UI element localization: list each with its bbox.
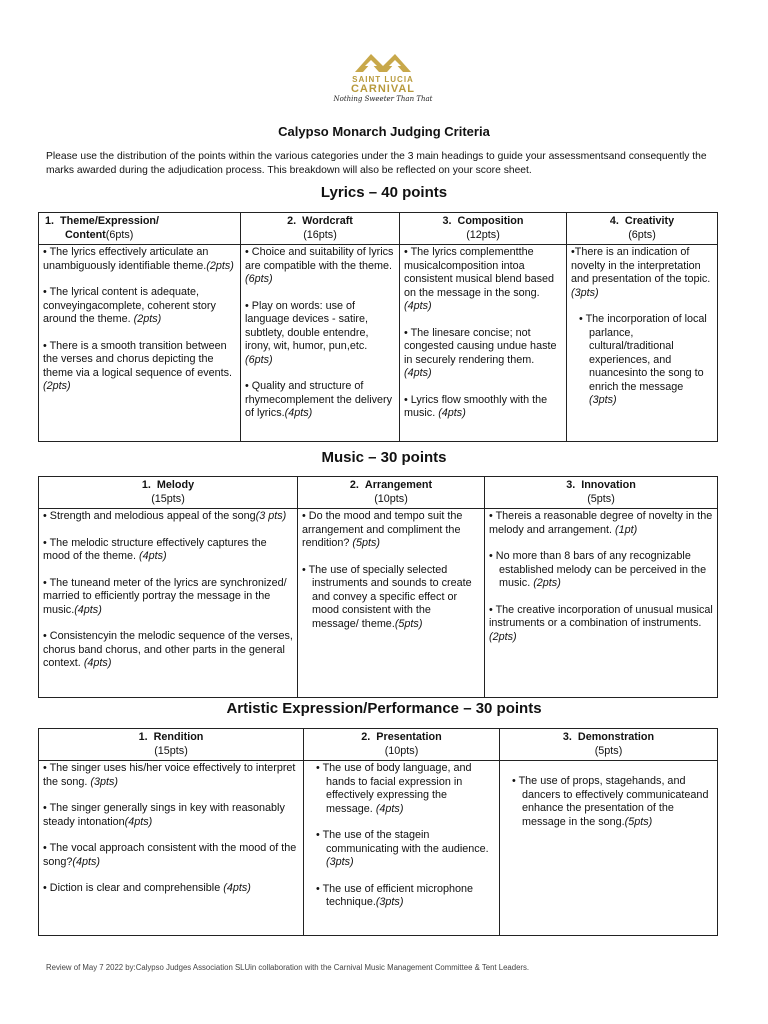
criterion: • The incorporation of local parlance, cultural/traditional experiences, and nuancesinto the song to enrich the message (3pts) [579,313,707,406]
artistic-col-header [39,729,304,761]
lyrics-col-header [567,213,718,245]
col-num: 3. [562,731,572,743]
criterion: • Choice and suitability of lyrics are compatible with the theme. (6pts) [245,246,394,285]
criterion: • The use of specially selected instruments and sounds to create and convey a specific effect or mood consistent with the message/ theme.(5pts) [302,563,472,630]
col-num: 2. [349,479,359,491]
col-name: Wordcraft [302,215,353,227]
col-num: 1. [45,215,55,227]
criterion: • The lyrical content is adequate, conveyingacomplete, coherent story around the theme. (2pts) [43,286,216,325]
lyrics-col-header [241,213,400,245]
criteria-cell [500,761,718,936]
col-points: (15pts) [151,492,185,505]
col-name: Composition [457,215,524,227]
lyrics-header-row [39,213,718,245]
col-name: Innovation [581,479,636,491]
criterion: • No more than 8 bars of any recognizable established melody can be perceived in the music. (2pts) [489,550,707,589]
criterion: • The use of body language, and hands to facial expression in effectively expressing the message. (4pts) [316,762,472,815]
artistic-col-header [304,729,500,761]
lyrics-section-title: Lyrics – 40 points [320,184,448,201]
criteria-cell [39,509,298,698]
col-name: Presentation [376,731,442,743]
col-name: Demonstration [577,731,655,743]
criterion: • There is a smooth transition between the verses and chorus depicting the theme via a logical sequence of events.(2pts) [43,339,233,392]
col-name: Theme/Expression/ [60,215,160,227]
criterion: • The lyrics complementthe musicalcomposition intoa consistent musical blend based on the message in the song. (4pts) [404,246,555,312]
lyrics-criteria-row [39,245,718,442]
criteria-cell [304,761,500,936]
music-table [38,476,718,698]
col-points: (12pts) [466,228,500,241]
document-title: Calypso Monarch Judging Criteria [278,124,490,139]
criterion: • The lyrics effectively articulate an unambiguously identifiable theme.(2pts) [43,246,234,272]
criteria-cell [39,245,241,442]
criterion: • The melodic structure effectively captures the mood of the theme. (4pts) [43,536,267,562]
col-name: Arrangement [364,479,433,491]
criterion: • Thereis a reasonable degree of novelty in the melody and arrangement. (1pt) [489,510,713,536]
music-col-header [485,477,718,509]
logo-tagline: Nothing Sweeter Than That [333,95,433,103]
criterion: • The singer generally sings in key with reasonably steady intonation(4pts) [43,802,285,828]
criterion: • Quality and structure of rhymecomplement the delivery of lyrics.(4pts) [245,380,393,419]
col-name-2: Content [65,228,106,241]
criterion: • Strength and melodious appeal of the song(3 pts) [43,510,287,522]
lyrics-table [38,212,718,442]
criterion: • The tuneand meter of the lyrics are synchronized/ married to efficiently portray the message in the music.(4pts) [43,576,287,616]
criterion: • The use of the stagein communicating with the audience. (3pts) [316,829,489,868]
music-header-row [39,477,718,509]
col-name: Melody [156,479,195,491]
col-points: (10pts) [384,744,419,757]
criteria-cell [298,509,485,698]
col-num: 1. [138,731,148,743]
intro-paragraph: Please use the distribution of the points within the various categories under the 3 main headings to guide your assessmentsand consequently the marks awarded during the adjudication process. This breakdown will also be reflected on your score sheet. [46,151,707,176]
col-num: 3. [442,215,452,227]
col-points: (16pts) [303,228,337,241]
criteria-cell [39,761,304,936]
criterion: • The use of efficient microphone technique.(3pts) [316,882,474,908]
criterion: • Consistencyin the melodic sequence of the verses, chorus band chorus, and other parts in the general context. (4pts) [43,630,293,669]
criterion: • Do the mood and tempo suit the arrangement and compliment the rendition? (5pts) [302,510,463,549]
col-name: Rendition [153,731,204,743]
col-name: Creativity [624,215,675,227]
criteria-cell [241,245,400,442]
criteria-cell [485,509,718,698]
criterion: • The singer uses his/her voice effectively to interpret the song. (3pts) [43,762,296,788]
criterion: • The creative incorporation of unusual musical instruments or a combination of instruments. (2pts) [489,603,713,643]
col-points: (10pts) [374,492,408,505]
criterion: • Diction is clear and comprehensible (4pts) [43,882,251,894]
lyrics-col-header [400,213,567,245]
col-num: 4. [609,215,619,227]
logo-line1: SAINT LUCIA [352,75,414,84]
artistic-table [38,728,718,936]
criteria-cell [400,245,567,442]
col-num: 2. [287,215,297,227]
lyrics-col-header [39,213,241,245]
music-criteria-row [39,509,718,698]
col-points: (5pts) [594,744,623,757]
col-points: (15pts) [154,744,188,757]
criterion: • Play on words: use of language devices - satire, subtlety, double entendre, irony, wit, humor, pun,etc. (6pts) [245,299,369,366]
music-section-title: Music – 30 points [321,449,447,466]
criterion: • The linesare concise; not congested causing undue haste in securely rendering them. (4pts) [404,326,557,379]
carnival-logo-icon [351,50,415,74]
music-col-header [298,477,485,509]
criteria-cell [567,245,718,442]
criterion: • Lyrics flow smoothly with the music. (4pts) [404,393,548,419]
carnival-logo [326,50,440,106]
col-num: 3. [566,479,576,491]
col-num: 2. [361,731,371,743]
artistic-criteria-row [39,761,718,936]
artistic-col-header [500,729,718,761]
criterion: • The vocal approach consistent with the mood of the song?(4pts) [43,842,297,868]
logo-line2: CARNIVAL [350,83,415,95]
col-points: (6pts) [628,228,656,241]
col-num: 1. [141,479,151,491]
criterion: • The use of props, stagehands, and dancers to effectively communicateand enhance the presentation of the message in the song.(5pts) [512,775,709,828]
artistic-header-row [39,729,718,761]
artistic-section-title: Artistic Expression/Performance – 30 points [226,700,542,717]
col-points: (5pts) [587,492,615,505]
col-points: (6pts) [105,228,134,241]
footer-note: Review of May 7 2022 by:Calypso Judges Association SLUin collaboration with the Carnival Music Management Committee & Tent Leaders. [46,963,530,972]
music-col-header [39,477,298,509]
criterion: •There is an indication of novelty in the interpretation and presentation of the topic. (3pts) [571,246,711,299]
